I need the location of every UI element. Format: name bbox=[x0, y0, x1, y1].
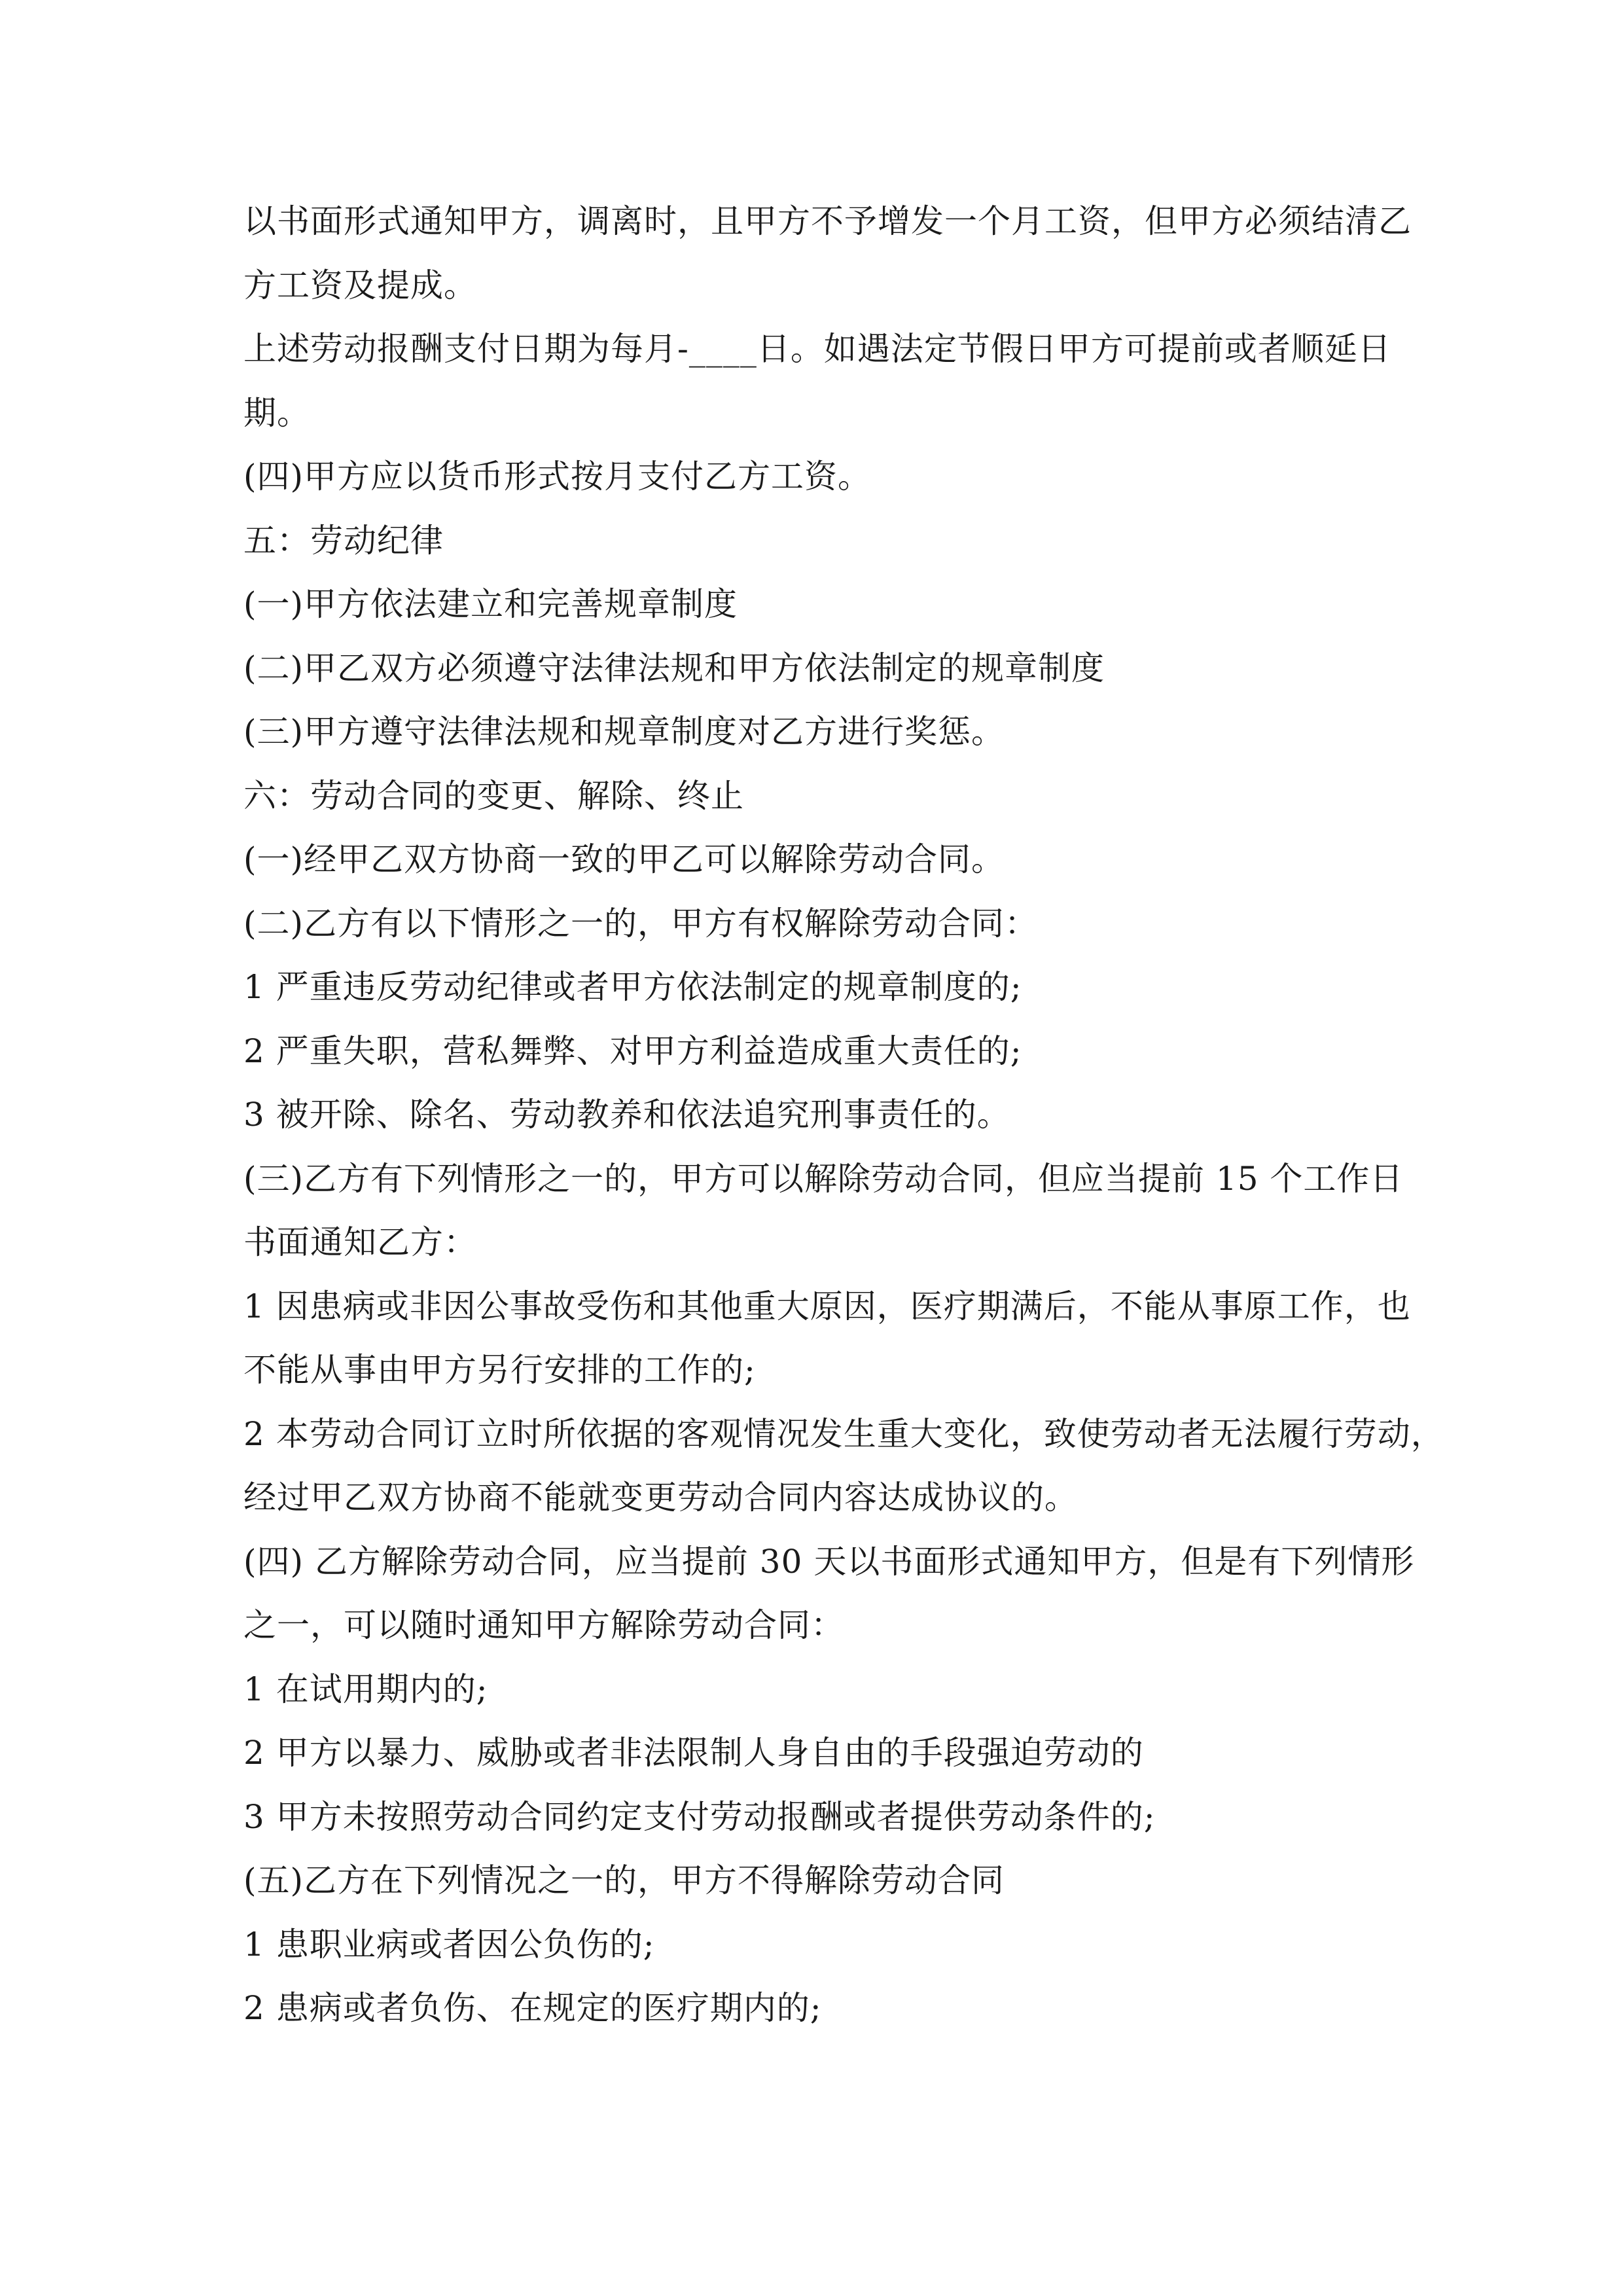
text-line: 2 严重失职，营私舞弊、对甲方利益造成重大责任的; bbox=[243, 1031, 1022, 1070]
text-line: (四) 乙方解除劳动合同，应当提前 30 天以书面形式通知甲方，但是有下列情形 bbox=[243, 1542, 1415, 1581]
text-line: 1 严重违反劳动纪律或者甲方依法制定的规章制度的; bbox=[243, 968, 1022, 1006]
text-line: 书面通知乙方： bbox=[243, 1223, 477, 1261]
text-line: (四)甲方应以货币形式按月支付乙方工资。 bbox=[243, 457, 872, 495]
document-body bbox=[243, 190, 1444, 2041]
text-line: 2 本劳动合同订立时所依据的客观情况发生重大变化，致使劳动者无法履行劳动， bbox=[243, 1414, 1444, 1453]
text-line: (二)甲乙双方必须遵守法律法规和甲方依法制定的规章制度 bbox=[243, 649, 1105, 687]
text-line: (三)乙方有下列情形之一的，甲方可以解除劳动合同，但应当提前 15 个工作日 bbox=[243, 1159, 1404, 1198]
section-heading: 六：劳动合同的变更、解除、终止 bbox=[243, 776, 744, 815]
text-line: 3 被开除、除名、劳动教养和依法追究刑事责任的。 bbox=[243, 1096, 1010, 1134]
text-line: 以书面形式通知甲方，调离时，且甲方不予增发一个月工资，但甲方必须结清乙 bbox=[243, 202, 1412, 240]
text-line: (三)甲方遵守法律法规和规章制度对乙方进行奖惩。 bbox=[243, 713, 1005, 751]
text-line: 上述劳动报酬支付日期为每月-____日。如遇法定节假日甲方可提前或者顺延日 bbox=[243, 330, 1391, 368]
text-line: 不能从事由甲方另行安排的工作的; bbox=[243, 1351, 756, 1389]
text-line: (二)乙方有以下情形之一的，甲方有权解除劳动合同： bbox=[243, 904, 1039, 942]
text-line: 期。 bbox=[243, 393, 310, 432]
text-line: 1 患职业病或者因公负伤的; bbox=[243, 1925, 655, 1964]
text-line: 2 甲方以暴力、威胁或者非法限制人身自由的手段强迫劳动的 bbox=[243, 1734, 1144, 1772]
text-line: 之一，可以随时通知甲方解除劳动合同： bbox=[243, 1606, 844, 1644]
section-heading: 五：劳动纪律 bbox=[243, 521, 444, 560]
text-line: (一)经甲乙双方协商一致的甲乙可以解除劳动合同。 bbox=[243, 840, 1005, 878]
text-line: 方工资及提成。 bbox=[243, 266, 477, 304]
text-line: (五)乙方在下列情况之一的，甲方不得解除劳动合同 bbox=[243, 1861, 1005, 1899]
text-line: (一)甲方依法建立和完善规章制度 bbox=[243, 585, 738, 623]
text-line: 3 甲方未按照劳动合同约定支付劳动报酬或者提供劳动条件的; bbox=[243, 1797, 1156, 1836]
text-line: 经过甲乙双方协商不能就变更劳动合同内容达成协议的。 bbox=[243, 1479, 1078, 1516]
text-line: 1 因患病或非因公事故受伤和其他重大原因，医疗期满后，不能从事原工作，也 bbox=[243, 1287, 1411, 1325]
text-line: 2 患病或者负伤、在规定的医疗期内的; bbox=[243, 1989, 822, 2027]
text-line: 1 在试用期内的; bbox=[243, 1670, 488, 1708]
